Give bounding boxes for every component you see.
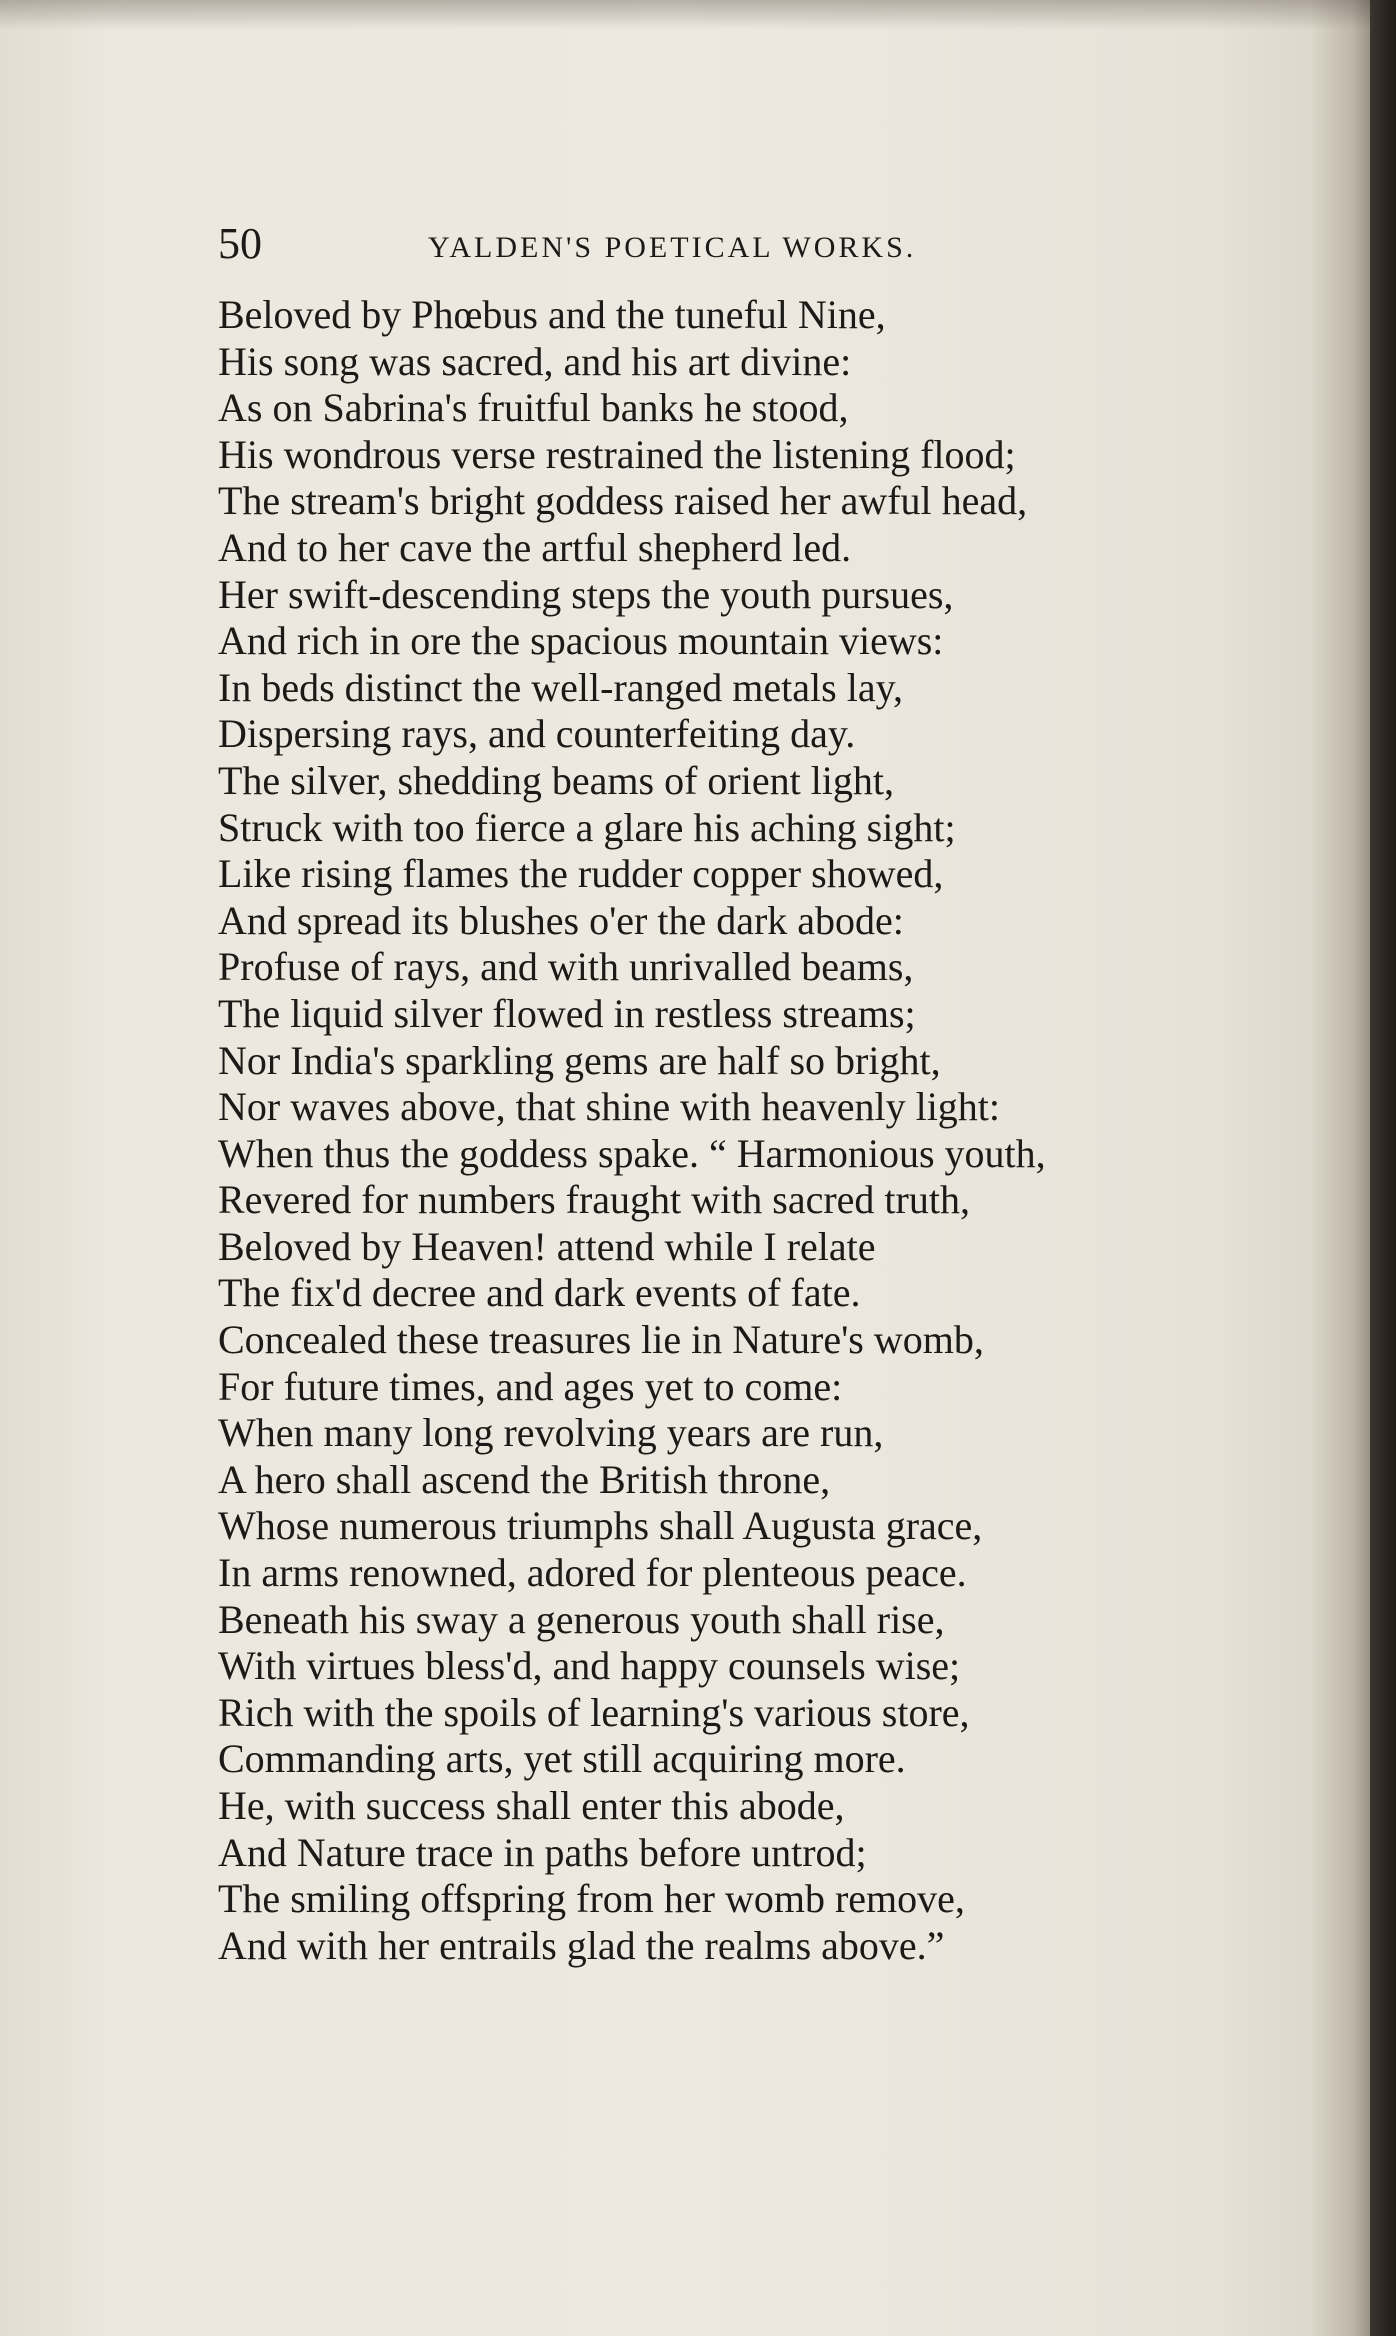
poem-line: And to her cave the artful shepherd led. — [218, 524, 852, 570]
poem-line: Concealed these treasures lie in Nature's womb, — [218, 1317, 984, 1363]
poem-line: Dispersing rays, and counterfeiting day. — [218, 711, 856, 757]
page-header — [218, 216, 1238, 276]
poem-line: And rich in ore the spacious mountain views: — [218, 618, 944, 664]
poem-line: Profuse of rays, and with unrivalled beams, — [218, 944, 914, 990]
poem-line: He, with success shall enter this abode, — [218, 1783, 845, 1828]
poem-line: The fix'd decree and dark events of fate. — [218, 1270, 861, 1316]
poem-line: Her swift-descending steps the youth pursues, — [218, 571, 954, 617]
poem-line: Commanding arts, yet still acquiring more. — [218, 1736, 906, 1782]
poem-line: As on Sabrina's fruitful banks he stood, — [218, 385, 849, 431]
poem-line: In beds distinct the well-ranged metals lay, — [218, 664, 903, 710]
poem-text — [218, 292, 1258, 1969]
poem-line: Beneath his sway a generous youth shall rise, — [218, 1596, 945, 1642]
page-top-shadow — [0, 0, 1370, 30]
page-number: 50 — [218, 219, 262, 268]
poem-line: Nor India's sparkling gems are half so bright, — [218, 1037, 941, 1083]
poem-line: And Nature trace in paths before untrod; — [218, 1829, 867, 1875]
poem-line: Rich with the spoils of learning's various store, — [218, 1689, 970, 1735]
poem-line: His song was sacred, and his art divine: — [218, 338, 852, 384]
running-head: YALDEN'S POETICAL WORKS. — [428, 231, 917, 264]
poem-line: The liquid silver flowed in restless streams; — [218, 990, 916, 1036]
poem-line: Beloved by Phœbus and the tuneful Nine, — [218, 292, 886, 337]
poem-line: Beloved by Heaven! attend while I relate — [218, 1223, 876, 1269]
poem-line: Like rising flames the rudder copper showed, — [218, 851, 944, 897]
poem-line: When many long revolving years are run, — [218, 1410, 884, 1456]
page-gutter-shadow — [1310, 0, 1370, 2336]
poem-line: And spread its blushes o'er the dark abode: — [218, 897, 904, 943]
poem-line: A hero shall ascend the British throne, — [218, 1456, 831, 1502]
poem-line: Struck with too fierce a glare his aching sight; — [218, 804, 956, 850]
book-spine-edge — [1370, 0, 1396, 2336]
poem-line: The stream's bright goddess raised her awful head, — [218, 478, 1028, 524]
poem-line: The smiling offspring from her womb remove, — [218, 1876, 965, 1922]
poem-line: Whose numerous triumphs shall Augusta grace, — [218, 1503, 983, 1549]
poem-line: Revered for numbers fraught with sacred truth, — [218, 1177, 970, 1223]
poem-line: The silver, shedding beams of orient light, — [218, 757, 895, 803]
poem-line: When thus the goddess spake. “ Harmonious youth, — [218, 1130, 1046, 1176]
poem-line: And with her entrails glad the realms above.” — [218, 1922, 945, 1968]
poem-line: In arms renowned, adored for plenteous peace. — [218, 1550, 967, 1596]
poem-line: His wondrous verse restrained the listening flood; — [218, 431, 1016, 477]
poem-line: Nor waves above, that shine with heavenly light: — [218, 1084, 1001, 1130]
poem-line: For future times, and ages yet to come: — [218, 1363, 843, 1409]
poem-line: With virtues bless'd, and happy counsels wise; — [218, 1643, 961, 1689]
